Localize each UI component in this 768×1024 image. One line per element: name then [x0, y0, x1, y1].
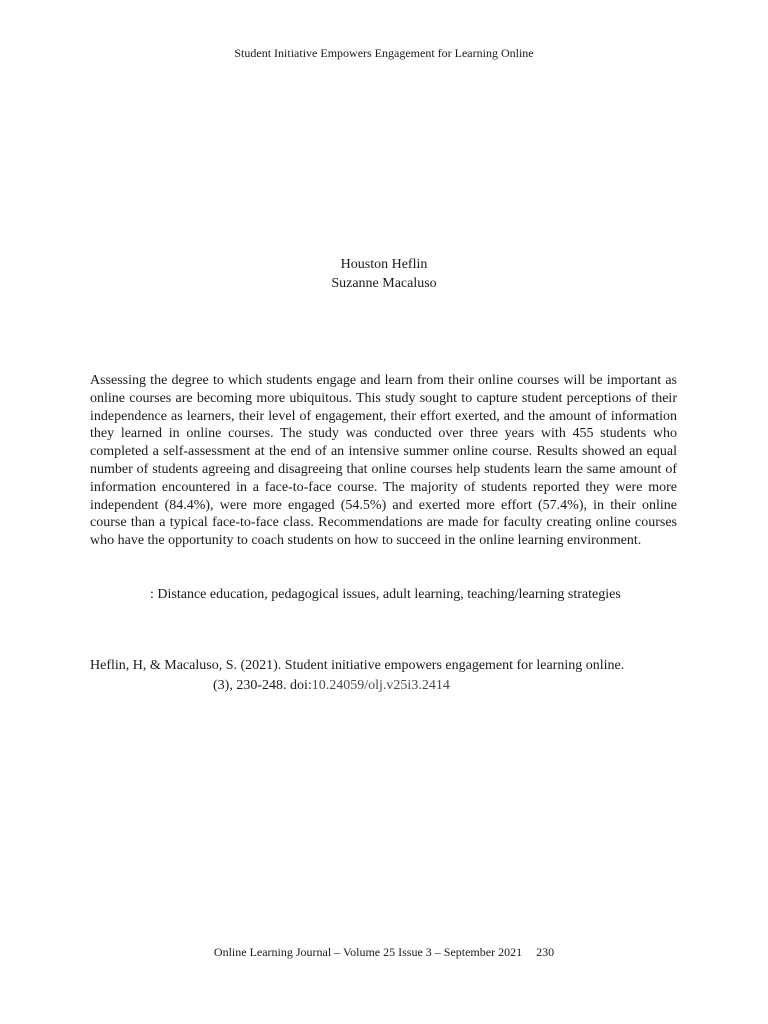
page-number: 230	[536, 945, 555, 959]
citation-line: Heflin, H, & Macaluso, S. (2021). Student initiative empowers engagement for learning online.	[90, 658, 625, 673]
keywords-line: : Distance education, pedagogical issues, adult learning, teaching/learning strategies	[150, 587, 621, 602]
author-block	[0, 255, 768, 293]
page-footer	[0, 945, 768, 960]
citation-line	[90, 676, 710, 696]
citation-pages: (3), 230-248. doi:	[213, 678, 312, 693]
journal-info: Online Learning Journal – Volume 25 Issue 3 – September 2021	[213, 945, 523, 959]
citation-block	[90, 656, 710, 696]
doi-link[interactable]: 10.24059/olj.v25i3.2414	[311, 678, 450, 693]
abstract-text: Assessing the degree to which students engage and learn from their online courses will be important as online courses are becoming more ubiquitous. This study sought to capture student perceptions of their independence as learners, their level of engagement, their effort exerted, and the amount of information they learned in online courses. The study was conducted over three years with 455 students who completed a self-assessment at the end of an intensive summer online course. Results showed an equal number of students agreeing and disagreeing that online courses help students learn the same amount of information encountered in a face-to-face course. The majority of students reported they were more independent (84.4%), were more engaged (54.5%) and exerted more effort (57.4%), in their online course than a typical face-to-face class. Recommendations are made for faculty creating online courses who have the opportunity to coach students on how to succeed in the online learning environment.	[90, 373, 677, 549]
author-name: Suzanne Macaluso	[331, 276, 437, 291]
running-header: Student Initiative Empowers Engagement for Learning Online	[234, 46, 534, 60]
author-name: Houston Heflin	[340, 257, 428, 272]
